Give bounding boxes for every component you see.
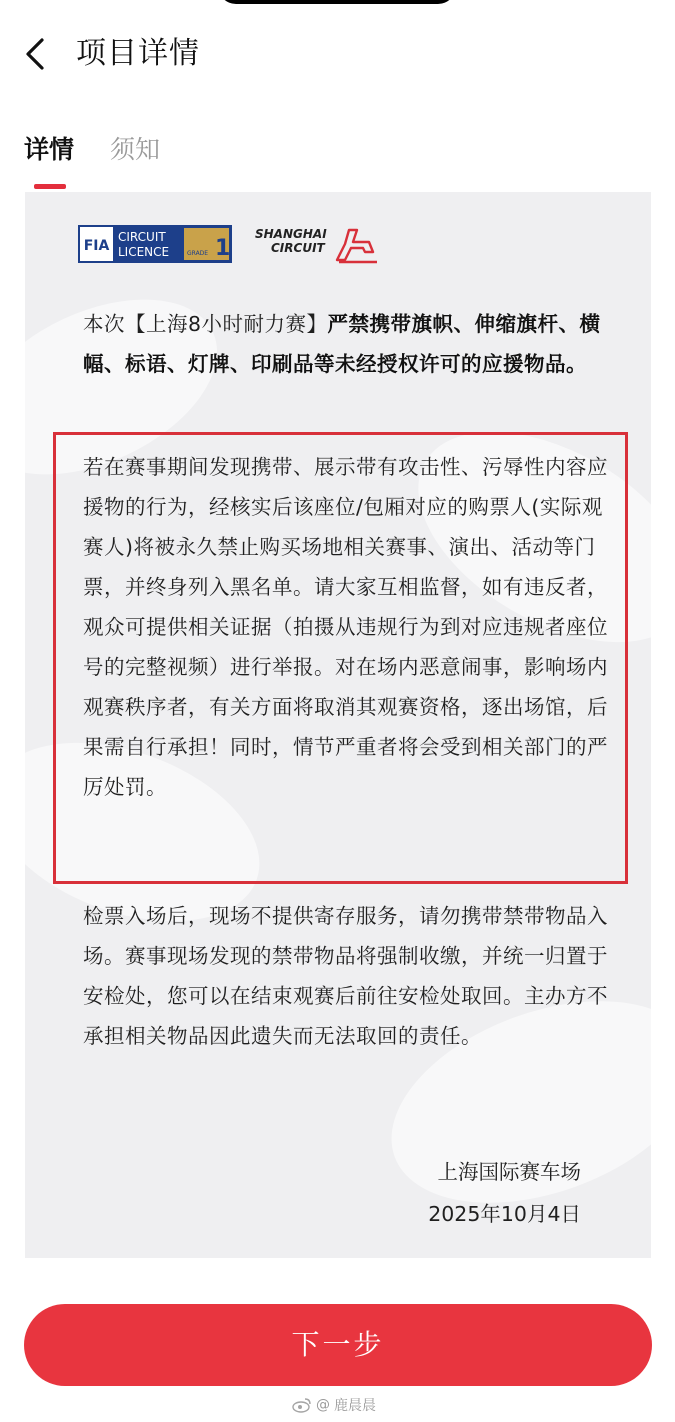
shanghai-line2-text: CIRCUIT bbox=[271, 241, 325, 255]
top-bar bbox=[0, 22, 675, 86]
watermark-prefix: @ bbox=[316, 1397, 330, 1413]
page-title: 项目详情 bbox=[76, 36, 200, 71]
camera-notch bbox=[218, 0, 456, 4]
intro-bold-text: 严禁携带旗帜、伸缩旗杆、横幅、标语、灯牌、印刷品等未经授权许可的应援物品。 bbox=[83, 312, 601, 376]
chevron-left-icon bbox=[18, 32, 58, 76]
fia-grade-number: 1 bbox=[215, 236, 231, 261]
storage-paragraph: 检票入场后，现场不提供寄存服务，请勿携带禁带物品入场。赛事现场发现的禁带物品将强制收缴，并统一归置于安检处，您可以在结束观赛后前往安检处取回。主办方不承担相关物品因此遗失而无法取回的责任。 bbox=[83, 904, 608, 1048]
next-step-button[interactable]: 下一步 bbox=[24, 1304, 652, 1386]
detail-notice-image bbox=[25, 192, 651, 1258]
fia-badge-text: FIA bbox=[83, 238, 110, 254]
fia-line2-text: LICENCE bbox=[118, 245, 170, 259]
back-button[interactable] bbox=[18, 32, 58, 76]
shanghai-circuit-logo bbox=[253, 222, 387, 268]
tab-detail[interactable]: 详情 bbox=[24, 135, 75, 164]
penalty-paragraph: 若在赛事期间发现携带、展示带有攻击性、污辱性内容应援物的行为，经核实后该座位/包厢对应的购票人(实际观赛人)将被永久禁止购买场地相关赛事、演出、活动等门票，并终身列入黑名单。请大家互相监督，如有违反者，观众可提供相关证据（拍摄从违规行为到对应违规者座位号的完整视频）进行举报。对在场内恶意闹事，影响场内观赛秩序者，有关方面将取消其观赛资格，逐出场馆，后果需自行承担！同时，情节严重者将会受到相关部门的严厉处罚。 bbox=[83, 455, 608, 799]
active-tab-indicator bbox=[34, 184, 66, 189]
weibo-watermark bbox=[292, 1394, 376, 1416]
fia-grade-label: GRADE bbox=[187, 250, 209, 257]
tab-bar bbox=[0, 128, 675, 192]
weibo-icon bbox=[292, 1397, 312, 1413]
watermark-username: 鹿晨晨 bbox=[334, 1398, 376, 1414]
signature-date: 2025年10月4日 bbox=[428, 1202, 581, 1226]
tab-notice[interactable]: 须知 bbox=[110, 135, 161, 164]
intro-plain-text: 本次【上海8小时耐力赛】 bbox=[83, 312, 328, 336]
shanghai-line1-text: SHANGHAI bbox=[255, 227, 327, 241]
fia-line1-text: CIRCUIT bbox=[118, 230, 166, 244]
signature-organization: 上海国际赛车场 bbox=[437, 1160, 581, 1184]
intro-paragraph bbox=[83, 304, 623, 384]
fia-circuit-licence-logo bbox=[78, 225, 232, 263]
